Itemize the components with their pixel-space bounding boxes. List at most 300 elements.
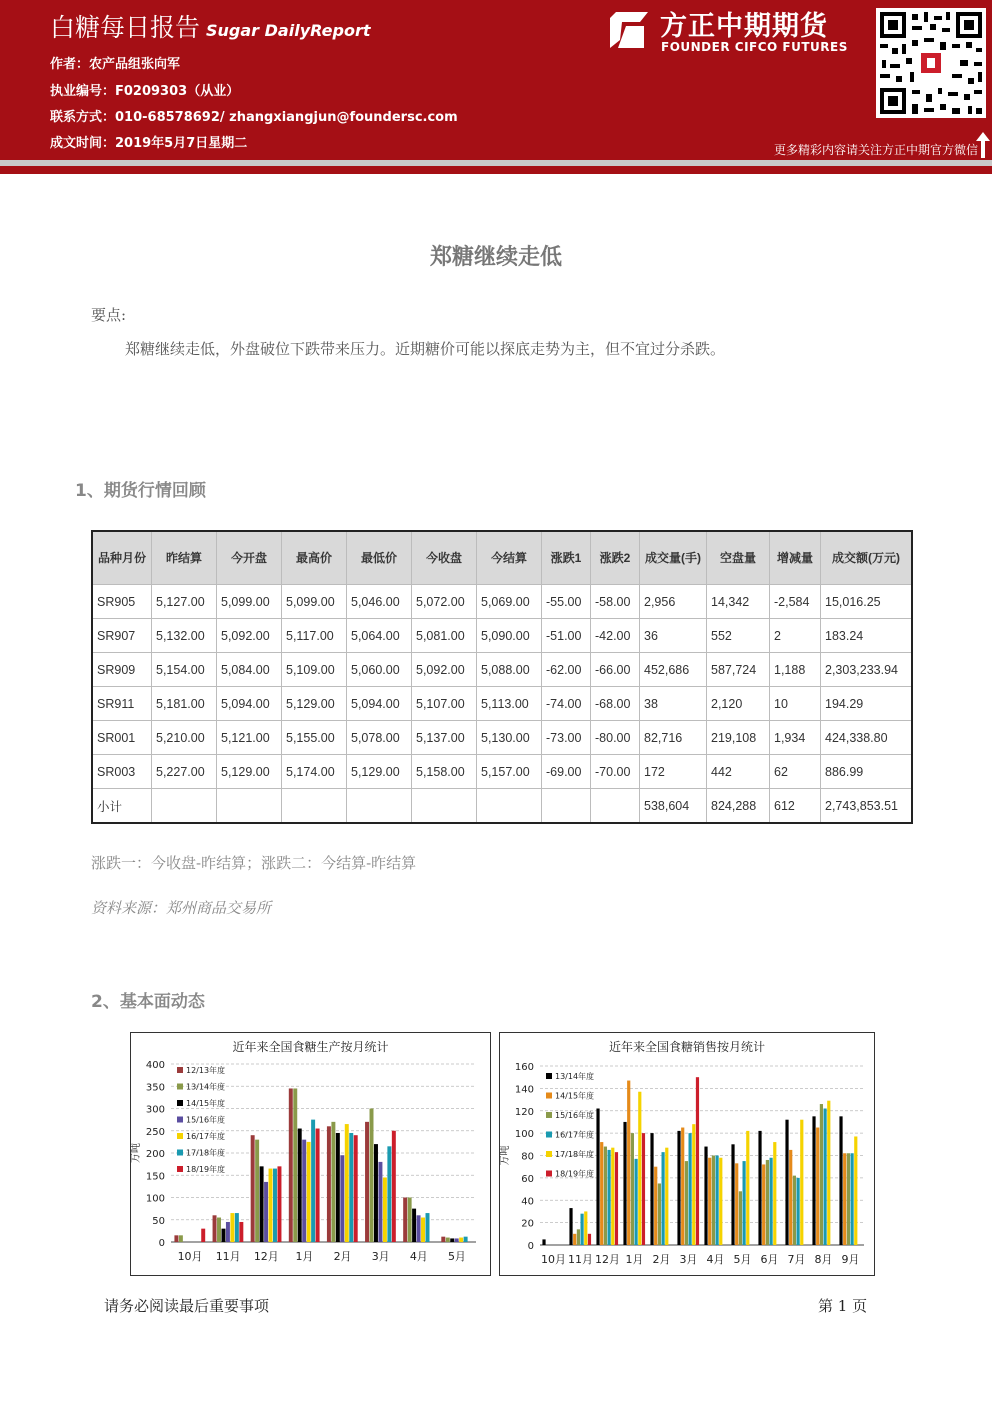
table-cell: 10 — [770, 687, 821, 721]
table-cell: 5,158.00 — [412, 755, 477, 789]
table-cell: 38 — [640, 687, 707, 721]
x-tick-label: 5月 — [733, 1253, 752, 1266]
legend-swatch — [177, 1150, 183, 1156]
bar — [327, 1126, 331, 1242]
bar — [820, 1104, 823, 1245]
bar — [793, 1176, 796, 1245]
bar — [658, 1183, 661, 1245]
bar — [708, 1158, 711, 1245]
y-tick-label: 100 — [145, 1193, 165, 1205]
legend-label: 16/17年度 — [555, 1130, 595, 1140]
bar — [766, 1160, 769, 1245]
bar — [179, 1235, 183, 1242]
table-cell: 5,107.00 — [412, 687, 477, 721]
table-cell: 5,094.00 — [217, 687, 282, 721]
bar — [615, 1152, 618, 1245]
bar — [584, 1211, 587, 1245]
column-header: 昨结算 — [152, 531, 217, 585]
table-cell — [347, 789, 412, 824]
bar — [851, 1153, 854, 1245]
bar — [824, 1109, 827, 1245]
table-row — [92, 619, 912, 653]
y-tick-label: 140 — [514, 1084, 534, 1096]
bar — [800, 1120, 803, 1245]
bar — [785, 1120, 788, 1245]
bar — [311, 1120, 315, 1242]
x-tick-label: 1月 — [295, 1250, 314, 1263]
bar — [762, 1164, 765, 1245]
x-tick-label: 11月 — [215, 1250, 241, 1263]
y-tick-label: 120 — [514, 1106, 534, 1118]
x-tick-label: 2月 — [333, 1250, 352, 1263]
column-header: 今开盘 — [217, 531, 282, 585]
table-cell — [217, 789, 282, 824]
table-cell: -80.00 — [591, 721, 640, 755]
table-cell: 5,088.00 — [477, 653, 542, 687]
y-tick-label: 40 — [521, 1196, 534, 1208]
table-cell: 886.99 — [821, 755, 913, 789]
column-header: 最低价 — [347, 531, 412, 585]
table-cell: -74.00 — [542, 687, 591, 721]
data-source-note: 资料来源：郑州商品交易所 — [91, 899, 272, 917]
column-header: 涨跌1 — [542, 531, 591, 585]
bar — [354, 1135, 358, 1242]
table-cell: SR911 — [92, 687, 152, 721]
bar — [174, 1235, 178, 1242]
y-tick-label: 60 — [521, 1173, 534, 1185]
bar — [387, 1146, 391, 1242]
table-cell: 2,956 — [640, 585, 707, 619]
legend-label: 15/16年度 — [186, 1115, 226, 1125]
bar — [692, 1124, 695, 1245]
keypoints-text: 郑糖继续走低，外盘破位下跌带来压力。近期糖价可能以探底走势为主，但不宜过分杀跌。 — [125, 340, 726, 358]
bar — [446, 1238, 450, 1242]
x-tick-label: 3月 — [679, 1253, 698, 1266]
y-tick-label: 20 — [521, 1218, 534, 1230]
y-tick-label: 100 — [514, 1129, 534, 1141]
table-cell: 5,155.00 — [282, 721, 347, 755]
license-number: 执业编号：F0209303（从业） — [50, 84, 240, 99]
bar — [221, 1229, 225, 1242]
table-cell: 5,081.00 — [412, 619, 477, 653]
y-tick-label: 0 — [158, 1238, 165, 1249]
table-cell: 14,342 — [707, 585, 770, 619]
bar — [277, 1166, 281, 1242]
table-cell: -62.00 — [542, 653, 591, 687]
legend-swatch — [177, 1166, 183, 1172]
table-cell: 552 — [707, 619, 770, 653]
x-tick-label: 4月 — [409, 1250, 428, 1263]
bar — [665, 1148, 668, 1245]
table-cell: 1,188 — [770, 653, 821, 687]
y-tick-label: 50 — [152, 1215, 165, 1227]
bar — [450, 1238, 454, 1242]
bar — [843, 1153, 846, 1245]
bar — [681, 1128, 684, 1245]
bar — [201, 1229, 205, 1242]
table-cell — [412, 789, 477, 824]
table-cell: SR907 — [92, 619, 152, 653]
bar — [689, 1133, 692, 1245]
bar — [383, 1177, 387, 1242]
document-title: 郑糖继续走低 — [429, 245, 562, 270]
legend-label: 15/16年度 — [555, 1111, 595, 1120]
report-title — [50, 8, 370, 44]
y-tick-label: 80 — [521, 1151, 534, 1163]
bar — [392, 1131, 396, 1242]
legend-swatch — [546, 1112, 552, 1118]
brand-name-cn: 方正中期期货 — [660, 11, 828, 42]
legend-swatch — [177, 1100, 183, 1106]
table-body — [92, 585, 912, 824]
table-cell: 5,064.00 — [347, 619, 412, 653]
bar — [573, 1234, 576, 1245]
bar — [235, 1213, 239, 1242]
bar — [403, 1198, 407, 1243]
bar — [378, 1162, 382, 1242]
table-cell: SR001 — [92, 721, 152, 755]
y-tick-label: 350 — [145, 1082, 165, 1094]
table-cell: -73.00 — [542, 721, 591, 755]
bar — [345, 1124, 349, 1242]
bar — [289, 1088, 293, 1242]
table-row — [92, 789, 912, 824]
header-band — [0, 166, 992, 174]
table-cell: 424,338.80 — [821, 721, 913, 755]
futures-quote-table — [91, 530, 913, 824]
y-tick-label: 400 — [145, 1060, 165, 1071]
bar — [773, 1142, 776, 1245]
bar — [770, 1158, 773, 1245]
legend-swatch — [177, 1117, 183, 1123]
bar — [370, 1109, 374, 1243]
table-cell: 5,072.00 — [412, 585, 477, 619]
table-cell: SR003 — [92, 755, 152, 789]
table-cell: SR905 — [92, 585, 152, 619]
bar — [746, 1131, 749, 1245]
table-cell: 172 — [640, 755, 707, 789]
sugar-production-chart — [130, 1032, 491, 1276]
bar — [812, 1116, 815, 1245]
bar — [255, 1140, 259, 1242]
table-cell: 5,181.00 — [152, 687, 217, 721]
bar — [408, 1198, 412, 1243]
table-cell: 5,099.00 — [217, 585, 282, 619]
table-cell: 5,129.00 — [217, 755, 282, 789]
table-cell: -42.00 — [591, 619, 640, 653]
legend-label: 14/15年度 — [186, 1099, 226, 1108]
bar — [677, 1131, 680, 1245]
bar — [797, 1178, 800, 1245]
y-tick-label: 0 — [527, 1241, 534, 1252]
bar — [426, 1213, 430, 1242]
column-header: 成交量(手) — [640, 531, 707, 585]
column-header: 涨跌2 — [591, 531, 640, 585]
bar — [264, 1182, 268, 1242]
keypoints-label: 要点: — [91, 306, 127, 324]
table-cell: 2,120 — [707, 687, 770, 721]
bar — [374, 1144, 378, 1242]
section-2-title: 2、基本面动态 — [91, 992, 205, 1012]
x-tick-label: 4月 — [706, 1253, 725, 1266]
bar — [685, 1161, 688, 1245]
table-cell: 194.29 — [821, 687, 913, 721]
table-cell: 5,109.00 — [282, 653, 347, 687]
bar — [213, 1215, 217, 1242]
up-arrow-icon — [976, 132, 990, 158]
x-tick-label: 6月 — [760, 1253, 779, 1266]
bar — [260, 1166, 264, 1242]
bar — [631, 1133, 634, 1245]
page-number: 第 1 页 — [818, 1297, 868, 1315]
bar — [654, 1167, 657, 1245]
bar — [302, 1140, 306, 1242]
x-tick-label: 12月 — [253, 1250, 279, 1263]
table-cell: 5,117.00 — [282, 619, 347, 653]
bar — [273, 1169, 277, 1242]
table-cell: 5,094.00 — [347, 687, 412, 721]
chart-title: 近年来全国食糖生产按月统计 — [232, 1040, 389, 1054]
table-cell: 5,129.00 — [282, 687, 347, 721]
follow-wechat-text: 更多精彩内容请关注方正中期官方微信 — [773, 143, 978, 157]
table-cell: 82,716 — [640, 721, 707, 755]
bar — [847, 1153, 850, 1245]
bar — [581, 1214, 584, 1245]
report-title-en: Sugar DailyReport — [206, 21, 371, 40]
section-1-title: 1、期货行情回顾 — [75, 481, 206, 501]
x-tick-label: 3月 — [371, 1250, 390, 1263]
table-cell — [542, 789, 591, 824]
bar — [577, 1229, 580, 1245]
x-tick-label: 7月 — [787, 1253, 806, 1266]
bar — [719, 1158, 722, 1245]
legend-swatch — [546, 1073, 552, 1079]
column-header: 品种月份 — [92, 531, 152, 585]
table-cell: 612 — [770, 789, 821, 824]
table-cell: 5,227.00 — [152, 755, 217, 789]
table-cell — [282, 789, 347, 824]
bar — [421, 1218, 425, 1242]
table-cell: 5,210.00 — [152, 721, 217, 755]
table-cell: -66.00 — [591, 653, 640, 687]
author: 作者：农产品组张向军 — [50, 57, 181, 72]
bar — [307, 1142, 311, 1242]
sugar-sales-chart-svg — [500, 1033, 874, 1275]
table-cell: -68.00 — [591, 687, 640, 721]
bar — [412, 1209, 416, 1242]
brand-name-en: FOUNDER CIFCO FUTURES — [661, 40, 848, 54]
bar — [340, 1155, 344, 1242]
bar — [650, 1133, 653, 1245]
table-cell: -58.00 — [591, 585, 640, 619]
table-cell: 5,060.00 — [347, 653, 412, 687]
change-definition-note: 涨跌一：今收盘-昨结算；涨跌二：今结算-昨结算 — [91, 854, 417, 872]
legend-label: 17/18年度 — [186, 1148, 226, 1158]
table-cell: 452,686 — [640, 653, 707, 687]
legend-swatch — [546, 1151, 552, 1157]
legend-swatch — [177, 1133, 183, 1139]
table-cell: 15,016.25 — [821, 585, 913, 619]
table-cell: 2 — [770, 619, 821, 653]
publish-date: 成文时间：2019年5月7日星期二 — [50, 136, 248, 151]
bar — [839, 1116, 842, 1245]
x-tick-label: 12月 — [595, 1253, 620, 1266]
y-tick-label: 150 — [145, 1171, 165, 1183]
bar — [293, 1088, 297, 1242]
table-cell: 5,084.00 — [217, 653, 282, 687]
bar — [269, 1169, 273, 1242]
bar — [712, 1156, 715, 1246]
table-cell: -55.00 — [542, 585, 591, 619]
table-row — [92, 687, 912, 721]
legend-swatch — [546, 1132, 552, 1138]
bar — [226, 1222, 230, 1242]
x-tick-label: 10月 — [541, 1253, 566, 1266]
column-header: 今结算 — [477, 531, 542, 585]
legend-label: 16/17年度 — [186, 1132, 226, 1141]
table-cell: 824,288 — [707, 789, 770, 824]
bar — [455, 1238, 459, 1242]
column-header: 成交额(万元) — [821, 531, 913, 585]
column-header: 空盘量 — [707, 531, 770, 585]
x-tick-label: 1月 — [625, 1253, 644, 1266]
table-cell: 538,604 — [640, 789, 707, 824]
table-cell: 5,078.00 — [347, 721, 412, 755]
table-cell: 36 — [640, 619, 707, 653]
bar — [365, 1122, 369, 1242]
bar — [627, 1081, 630, 1245]
table-cell: 2,743,853.51 — [821, 789, 913, 824]
column-header: 今收盘 — [412, 531, 477, 585]
bar — [731, 1144, 734, 1245]
table-cell: SR909 — [92, 653, 152, 687]
x-tick-label: 10月 — [177, 1250, 203, 1263]
column-header: 增减量 — [770, 531, 821, 585]
bar — [588, 1234, 591, 1245]
bar — [230, 1213, 234, 1242]
table-cell: 442 — [707, 755, 770, 789]
bar — [608, 1150, 611, 1245]
footer-disclaimer: 请务必阅读最后重要事项 — [104, 1297, 270, 1315]
legend-label: 14/15年度 — [555, 1091, 595, 1101]
table-cell — [477, 789, 542, 824]
bar — [704, 1147, 707, 1245]
table-cell: 5,092.00 — [412, 653, 477, 687]
legend-label: 18/19年度 — [186, 1165, 226, 1174]
bar — [349, 1133, 353, 1242]
y-tick-label: 250 — [145, 1126, 165, 1138]
contact-info: 联系方式：010-68578692/ zhangxiangjun@foundersc.com — [50, 110, 458, 125]
bar — [239, 1222, 243, 1242]
legend-label: 12/13年度 — [186, 1066, 226, 1075]
table-cell: 5,127.00 — [152, 585, 217, 619]
legend-label: 13/14年度 — [186, 1082, 226, 1092]
legend-label: 17/18年度 — [555, 1150, 595, 1159]
y-axis-label: 万吨 — [131, 1143, 142, 1163]
bar — [735, 1163, 738, 1245]
table-cell — [591, 789, 640, 824]
bar — [696, 1077, 699, 1245]
legend-swatch — [546, 1093, 552, 1099]
bar — [816, 1128, 819, 1245]
bar — [827, 1101, 830, 1245]
bar — [611, 1148, 614, 1245]
x-tick-label: 11月 — [568, 1253, 593, 1266]
legend-swatch — [177, 1084, 183, 1090]
sugar-production-chart-svg — [131, 1033, 490, 1275]
table-cell: 5,092.00 — [217, 619, 282, 653]
y-tick-label: 160 — [514, 1062, 534, 1073]
table-cell: 5,121.00 — [217, 721, 282, 755]
table-cell: 2,303,233.94 — [821, 653, 913, 687]
table-cell: -70.00 — [591, 755, 640, 789]
table-cell: 62 — [770, 755, 821, 789]
bar — [441, 1237, 445, 1242]
bar — [638, 1092, 641, 1245]
table-cell: 5,113.00 — [477, 687, 542, 721]
y-tick-label: 300 — [145, 1104, 165, 1116]
bar — [743, 1161, 746, 1245]
table-cell: 5,046.00 — [347, 585, 412, 619]
bar — [298, 1129, 302, 1242]
bar — [716, 1156, 719, 1246]
legend-swatch — [546, 1171, 552, 1177]
table-cell: -2,584 — [770, 585, 821, 619]
legend-label: 18/19年度 — [555, 1169, 595, 1179]
bar — [662, 1152, 665, 1245]
table-cell: -51.00 — [542, 619, 591, 653]
table-header-row — [92, 531, 912, 585]
y-axis-label: 万吨 — [500, 1145, 511, 1166]
table-row — [92, 721, 912, 755]
table-cell: 183.24 — [821, 619, 913, 653]
sugar-sales-chart — [499, 1032, 875, 1276]
x-tick-label: 5月 — [447, 1250, 466, 1263]
table-cell: 219,108 — [707, 721, 770, 755]
table-cell: 5,137.00 — [412, 721, 477, 755]
bar — [739, 1191, 742, 1245]
table-cell: 5,130.00 — [477, 721, 542, 755]
bar — [331, 1122, 335, 1242]
bar — [642, 1133, 645, 1245]
bar — [316, 1129, 320, 1242]
table-cell: 5,132.00 — [152, 619, 217, 653]
bar — [596, 1109, 599, 1245]
table-cell: 5,069.00 — [477, 585, 542, 619]
bar — [217, 1218, 221, 1242]
table-cell: 5,174.00 — [282, 755, 347, 789]
x-tick-label: 8月 — [814, 1253, 833, 1266]
bar — [336, 1133, 340, 1242]
table-cell: 1,934 — [770, 721, 821, 755]
bar — [417, 1215, 421, 1242]
table-cell: 5,129.00 — [347, 755, 412, 789]
table-cell: 5,090.00 — [477, 619, 542, 653]
legend-label: 13/14年度 — [555, 1072, 595, 1081]
x-tick-label: 2月 — [652, 1253, 671, 1266]
bar — [459, 1238, 463, 1242]
bar — [758, 1131, 761, 1245]
table-cell: 587,724 — [707, 653, 770, 687]
qr-code-icon[interactable] — [876, 8, 986, 118]
table-row — [92, 755, 912, 789]
table-cell: -69.00 — [542, 755, 591, 789]
bar — [542, 1239, 545, 1245]
bar — [604, 1147, 607, 1245]
table-cell — [152, 789, 217, 824]
x-tick-label: 9月 — [841, 1253, 860, 1266]
column-header: 最高价 — [282, 531, 347, 585]
